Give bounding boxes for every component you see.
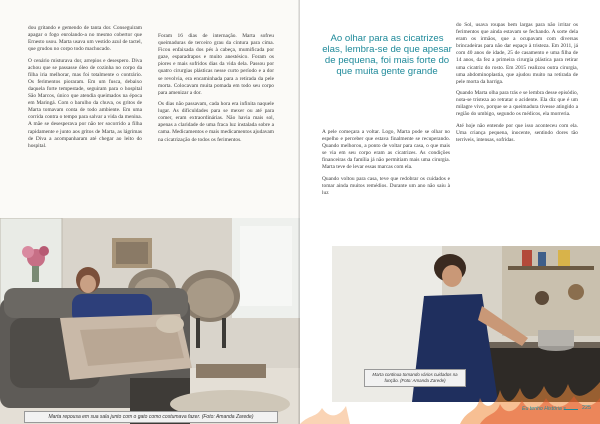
living-room-photo-illustration (0, 218, 300, 424)
pull-quote: Ao olhar para as cicatrizes elas, lembra-se de que apesar de pequena, foi mais forte do que muita gente grande (322, 33, 452, 77)
right-column-2 (456, 22, 578, 260)
left-photo-caption-box (24, 411, 278, 423)
left-column-2 (158, 33, 274, 223)
paragraph: Foram 16 dias de internação. Marta sofreu queimaduras de terceiro grau da cintura para cima. Ficou enfaixada dos pés à cabeça, mumificada por gaze, esparadrapos e muito anestésico. Foram os piores e mais sofridos dias da vida dela. Passou por quatro cirurgias plásticas nesse curto período e a dor se revolvia, era encaminhada para a retirada da pele morta. Colocavam muita pomada em todo seu corpo para amenizar a dor. (158, 33, 274, 96)
paragraph: Quando voltou para casa, teve que redobrar os cuidados e tomar ainda muitos remédios. Durante um ano não saiu à luz (322, 175, 450, 196)
footer-rule (564, 409, 578, 410)
paragraph: Os dias não passavam, cada hora era infinita naquele lugar. As dificuldades para se mexer ou até para comer, eram extraordinárias. Não havia mais sol, apenas a claridade de uma fraca luz instalada sobre a cama. Medicamentos e mais medicamentos ajudavam na cicatrização de todos os ferimentos. (158, 101, 274, 143)
paragraph: O cenário misturava dor, arrepios e desespero. Diva achou que se passasse óleo de cozinha no corpo da filha iria melhorar, mas foi totalmente o contrário. Os ferimentos pioraram. Em um fusca, debaixo daquela forte tempestade, seguiram para o hospital São Marcos, único que atendia queimados na época em Maringá. Com o barulho da chuva, os gritos de Marta tomavam conta de todo ambiente. Em uma corrida contra o tempo para salvar a vida da menina. A mãe se desesperava por não ter socorrido a filha rapidamente e junto aos gritos de Marta, as lágrimas de Diva a acompanharam até chegar ao leito do hospital. (28, 57, 142, 149)
page-number: 225 (582, 405, 591, 411)
right-page (300, 0, 600, 424)
living-room-photo (0, 218, 300, 424)
paragraph: dou gritando e gemendo de tanta dor. Conseguiram apagar o fogo enrolando-a no mesmo cobertor que Ernesto usou. Marta usava um vestido azul de tactel, que grudou no corpo todo machucado. (28, 25, 142, 53)
left-photo-caption: Marta repousa em sua sala junto com o gato como costumava fazer. (Foto: Amanda Zarede) (48, 413, 254, 420)
paragraph: do Sol, usava roupas bem largas para não irritar os ferimentos que ainda estavam se fechando. A sorte dela eram os irmãos, que a ocupavam com diversas brincadeiras para não dar espaço à tristeza. Em 2011, já com 40 anos de idade, 25 de casamento e uma filha de 14 anos, da fez a primeira cirurgia plástica para retirar uma cicatriz do rosto. Em 2015 realizou outra cirurgia, uma abdominoplastia, que ajudou muito na retirada de pele morta da barriga. (456, 22, 578, 85)
right-column-1 (322, 129, 450, 239)
paragraph: Quando Marta olha para trás e se lembra desse episódio, nota-se tristeza ao retratar o acidente. Ela diz que é um milagre vivo, porque se a queimadura tivesse atingido a região do umbigo, segundo os médicos, ela morreria. (456, 90, 578, 118)
right-photo-caption: Marta continua tomando vários cuidados na função. (Foto: Amanda Zarede) (372, 372, 458, 383)
left-column-1 (28, 25, 142, 225)
section-label: Eu tenho História s (522, 406, 566, 412)
paragraph: A pele começara a voltar. Logo, Marta pode se olhar no espelho e perceber que estava finalmente se recuperando. Quando melhorou, a ponto de voltar para casa, o que mais se via em seu corpo eram as cicatrizes. As condições financeiras da família já não permitiam mais uma cirurgia. Marta teve de levar essas marcas com ela. (322, 129, 450, 171)
flame-decoration (300, 378, 600, 424)
paragraph: Até hoje não entende por que isso aconteceu com ela. Uma criança pequena, inocente, sentindo dores tão terríveis, intensas, sofridas. (456, 122, 578, 143)
